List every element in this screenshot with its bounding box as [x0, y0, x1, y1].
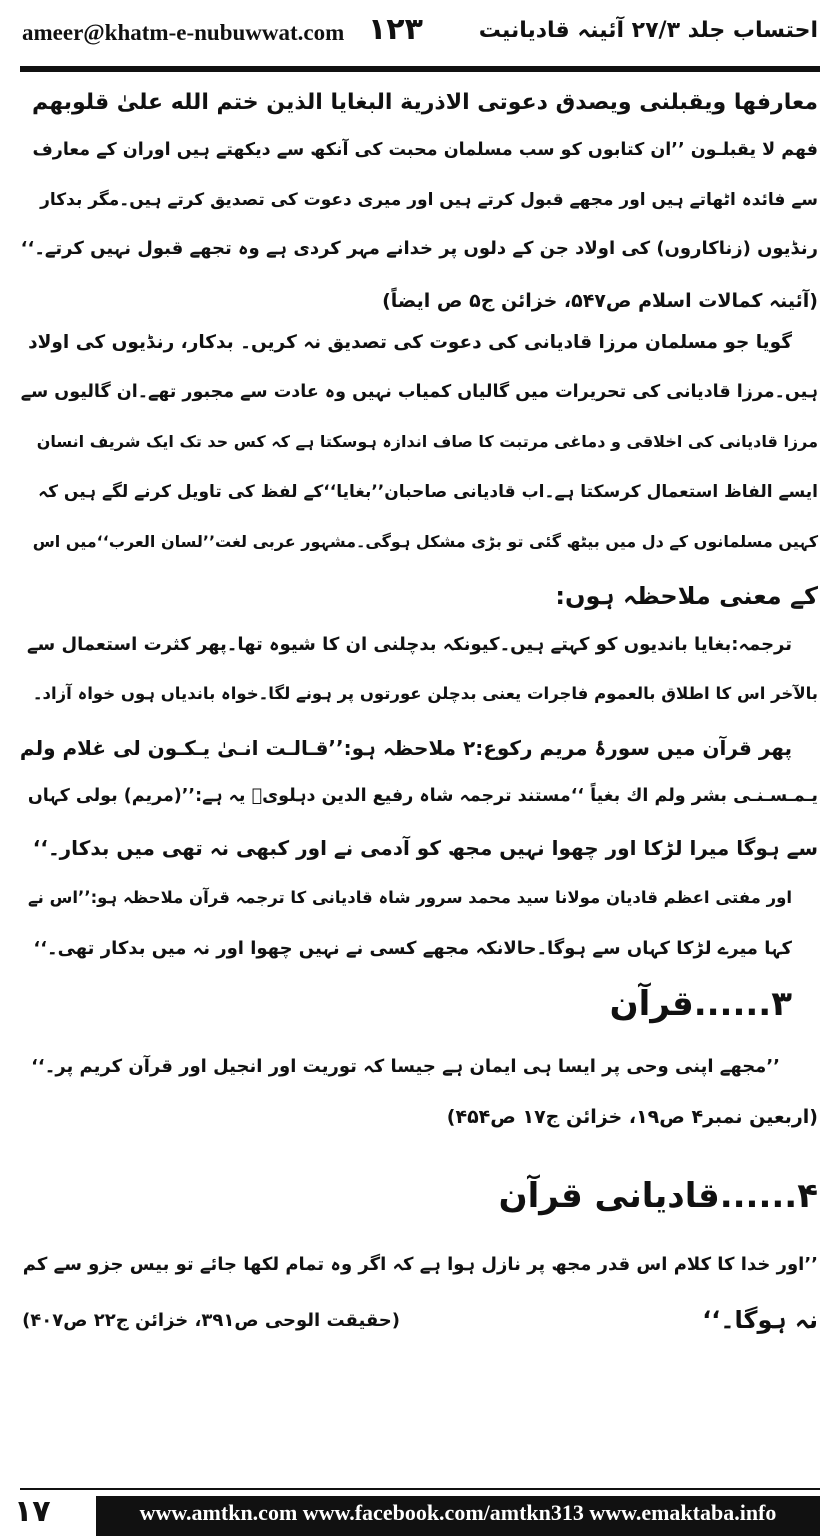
reference-citation: (آئینہ کمالات اسلام ص۵۴۷، خزائن ج۵ ص ایضاً): [382, 290, 818, 312]
reference-citation: (اربعین نمبر۴ ص۱۹، خزائن ج۱۷ ص۴۵۴): [446, 1106, 818, 1128]
body-line: ایسے الفاظ استعمال کرسکتا ہے۔اب قادیانی صاحبان’’بغایا‘‘کے لفظ کی تاویل کرنے لگے ہیں کہ: [38, 482, 818, 502]
header-rule: [20, 66, 820, 72]
body-line: پھر قرآن میں سورۂ مریم رکوع:۲ ملاحظہ ہو:’’قـالـت انـیٰ یـکـون لی غلام ولم: [19, 736, 792, 760]
footer-page-number: ۱۷: [14, 1494, 51, 1529]
body-line: بالآخر اس کا اطلاق بالعموم فاجرات یعنی بدچلن عورتوں پر ہونے لگا۔خواہ باندیاں ہوں خواہ آزاد۔: [32, 684, 818, 703]
reference-citation: (حقیقت الوحی ص۳۹۱، خزائن ج۲۲ ص۴۰۷): [22, 1310, 400, 1331]
quote-line: ’’مجھے اپنی وحی پر ایسا ہی ایمان ہے جیسا کہ توریت اور انجیل اور قرآن کریم پر۔‘‘: [31, 1056, 780, 1077]
footer-links[interactable]: www.amtkn.com www.facebook.com/amtkn313 www.emaktaba.info: [139, 1500, 777, 1525]
footer-rule: [20, 1488, 820, 1490]
body-line: کہیں مسلمانوں کے دل میں بیٹھ گئی تو بڑی مشکل ہوگی۔مشہور عربی لغت’’لسان العرب‘‘میں اس: [32, 532, 818, 551]
arabic-quote-line-1: معارفها ویقبلنی ویصدق دعوتی الاذریة البغایا الذین ختم الله علیٰ قلوبهم: [31, 90, 818, 115]
section-heading-qadiani-quran: ۴......قادیانی قرآن: [498, 1176, 818, 1216]
body-line: ہیں۔مرزا قادیانی کی تحریرات میں گالیاں کمیاب نہیں وہ عادت سے مجبور تھے۔ان گالیوں سے: [20, 382, 818, 402]
body-line: ’’اور خدا کا کلام اس قدر مجھ پر نازل ہوا ہے کہ اگر وہ تمام لکھا جائے تو بیس جزو سے کم: [22, 1254, 818, 1275]
body-line: ترجمہ:بغایا باندیوں کو کہتے ہیں۔کیونکہ بدچلنی ان کا شیوہ تھا۔پھر کثرت استعمال سے: [26, 634, 792, 655]
body-line: فهم لا یقبلـون ’’ان کتابوں کو سب مسلمان محبت کی آنکھ سے دیکھتے ہیں اوران کے معارف: [32, 140, 818, 160]
body-line: سے ہوگا میرا لڑکا اور چھوا نہیں مجھ کو آدمی نے اور کبھی نہ تھی میں بدکار۔‘‘: [32, 836, 818, 860]
body-line: نہ ہوگا۔‘‘: [702, 1306, 818, 1334]
header-email: ameer@khatm-e-nubuwwat.com: [22, 20, 345, 45]
body-line: یـمـسـنـی بشر ولم اك بغیاً ‘‘مستند ترجمہ شاہ رفیع الدین دہلویؒ یہ ہے:’’(مریم) بولی کہاں: [27, 786, 818, 806]
body-line: گویا جو مسلمان مرزا قادیانی کی دعوت کی تصدیق نہ کریں۔ بدکار، رنڈیوں کی اولاد: [28, 332, 792, 353]
header-page-number: ۱۲۳: [368, 12, 423, 47]
body-line: رنڈیوں (زناکاروں) کی اولاد جن کے دلوں پر خدانے مہر کردی ہے وہ تجھے قبول نہیں کرتے۔‘‘: [20, 238, 818, 259]
body-line: کے معنی ملاحظہ ہوں:: [555, 582, 818, 610]
body-line: کہا میرے لڑکا کہاں سے ہوگا۔حالانکہ مجھے کسی نے نہیں چھوا اور نہ میں بدکار تھی۔‘‘: [33, 938, 792, 959]
header-title: احتساب جلد ۲۷/۳ آئینہ قادیانیت: [478, 18, 818, 43]
body-line: اور مفتی اعظم قادیان مولانا سید محمد سرور شاہ قادیانی کا ترجمہ قرآن ملاحظہ ہو:’’اس نے: [28, 888, 792, 907]
body-line: مرزا قادیانی کی اخلاقی و دماغی مرتبت کا صاف اندازہ ہوسکتا ہے کہ کس حد تک ایک شریف انسان: [36, 432, 818, 451]
body-line: سے فائدہ اٹھاتے ہیں اور مجھے قبول کرتے ہیں اور میری دعوت کی تصدیق کرتے ہیں۔مگر بدکار: [40, 190, 818, 210]
section-heading-quran: ۳......قرآن: [609, 984, 792, 1024]
